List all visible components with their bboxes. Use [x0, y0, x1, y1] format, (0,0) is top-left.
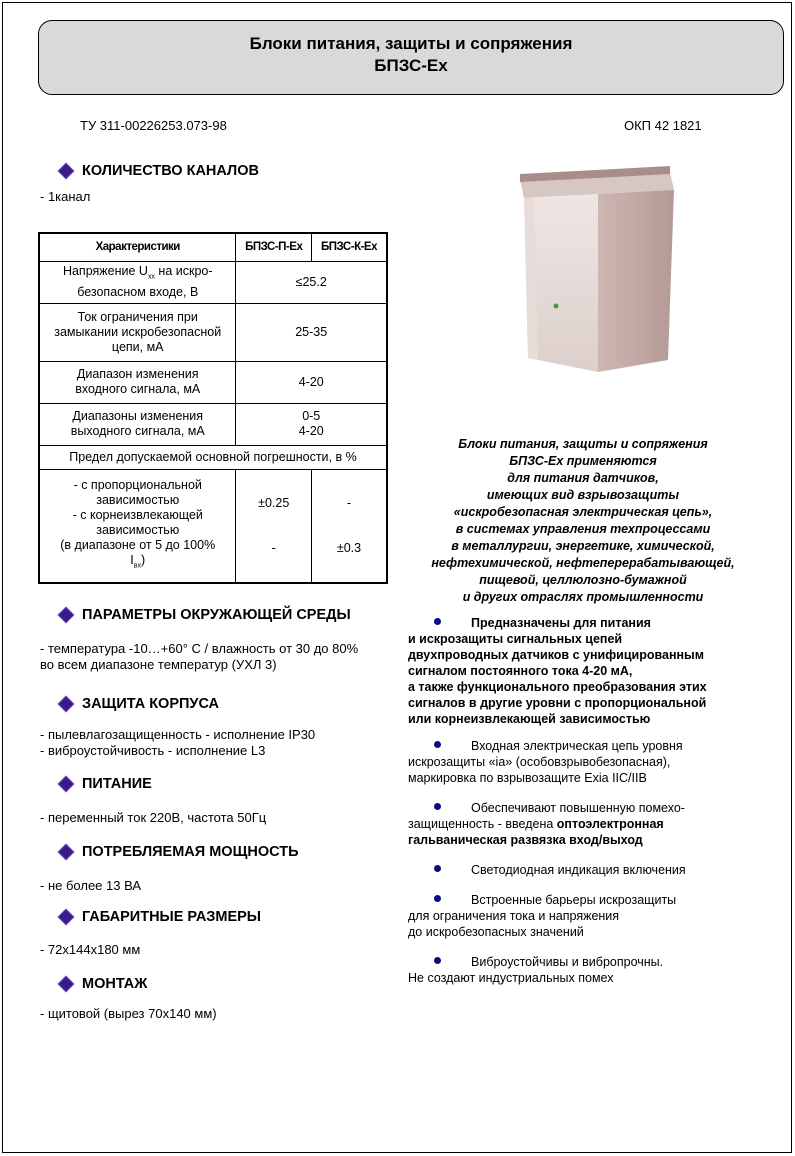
product-description [408, 436, 758, 606]
table-cell [311, 469, 387, 583]
environment-text [40, 641, 358, 673]
section-title: ПАРАМЕТРЫ ОКРУЖАЮЩЕЙ СРЕДЫ [82, 607, 351, 623]
section-title: МОНТАЖ [82, 976, 148, 992]
table-header-cell: БПЗС-П-Ex [236, 233, 312, 261]
channels-text: - 1канал [40, 189, 91, 204]
feature-text: или корнеизвлекающей зависимостью [408, 712, 651, 726]
description-line: «искробезопасная электрическая цепь», [453, 505, 713, 519]
section-consumption [60, 844, 299, 860]
table-cell [236, 403, 387, 445]
bullet-dot-icon [434, 957, 441, 964]
tu-number: ТУ 311-00226253.073-98 [80, 118, 227, 133]
table-row [39, 261, 387, 303]
bullet-dot-icon [434, 865, 441, 872]
section-title: ЗАЩИТА КОРПУСА [82, 696, 220, 712]
section-environment [60, 607, 351, 623]
section-title: КОЛИЧЕСТВО КАНАЛОВ [82, 163, 259, 179]
feature-text: Входная электрическая цепь уровня [471, 739, 683, 753]
description-line: Блоки питания, защиты и сопряжения [458, 437, 708, 451]
table-cell: ≤25.2 [236, 261, 387, 303]
feature-text: защищенность - введена [408, 817, 557, 831]
feature-text: сигналов в другие уровни с пропорциональной [408, 696, 707, 710]
cell-text: зависимостью [96, 523, 180, 537]
cell-subscript: вх [133, 562, 141, 570]
text-line: во всем диапазоне температур (УХЛ 3) [40, 657, 277, 672]
cell-text: цепи, мА [111, 339, 164, 354]
feature-led [408, 862, 778, 878]
section-title: ГАБАРИТНЫЕ РАЗМЕРЫ [82, 909, 262, 925]
diamond-bullet-icon [58, 844, 75, 861]
cell-text: - [346, 495, 352, 510]
table-cell [39, 303, 236, 361]
feature-purpose [408, 615, 778, 727]
cell-text: Диапазоны изменения [72, 409, 204, 423]
cell-text: зависимостью [96, 493, 180, 507]
feature-text: а также функционального преобразования этих [408, 680, 707, 694]
page-title: Блоки питания, защиты и сопряжения [249, 34, 573, 53]
diamond-bullet-icon [58, 909, 75, 926]
description-line: в металлургии, энергетике, химической, [451, 539, 715, 553]
table-cell [39, 469, 236, 583]
housing-text [40, 727, 315, 759]
table-header-cell: БПЗС-К-Ex [311, 233, 387, 261]
section-mounting [60, 976, 147, 992]
feature-text: до искробезопасных значений [408, 925, 584, 939]
cell-text: безопасном входе, В [77, 284, 199, 299]
table-row [39, 361, 387, 403]
feature-text: для ограничения тока и напряжения [408, 909, 620, 923]
spec-table [38, 232, 388, 584]
description-line: нефтехимической, нефтеперерабатывающей, [431, 556, 735, 570]
diamond-bullet-icon [58, 976, 75, 993]
feature-vibration [408, 954, 778, 986]
cell-text: I [130, 553, 134, 567]
feature-text: Светодиодная индикация включения [471, 863, 686, 877]
text-line: - виброустойчивость - исполнение L3 [40, 743, 266, 758]
table-cell [39, 403, 236, 445]
cell-text: ±0.3 [336, 540, 362, 555]
feature-text: сигналом постоянного тока 4-20 мА, [408, 664, 633, 678]
feature-input-circuit [408, 738, 778, 786]
bullet-dot-icon [434, 895, 441, 902]
feature-barriers [408, 892, 778, 940]
cell-text: (в диапазоне от 5 до 100% [60, 538, 216, 552]
section-power [60, 776, 152, 792]
feature-text: гальваническая развязка вход/выход [408, 833, 643, 847]
cell-text: - с пропорциональной [73, 478, 202, 492]
cell-text: 4-20 [298, 424, 324, 438]
feature-text: Виброустойчивы и вибропрочны. [471, 955, 664, 969]
cell-text: Ток ограничения при [77, 309, 198, 324]
feature-text: маркировка по взрывозащите Exia IIC/IIB [408, 771, 647, 785]
table-row [39, 445, 387, 469]
power-text: - переменный ток 220В, частота 50Гц [40, 810, 267, 825]
section-channels [60, 163, 259, 179]
cell-text: ) [141, 553, 146, 567]
table-cell [39, 261, 236, 303]
description-line: для питания датчиков, [507, 471, 659, 485]
dimensions-text: - 72x144x180 мм [40, 942, 141, 957]
cell-text: на искро- [154, 264, 213, 279]
section-housing [60, 696, 219, 712]
cell-text: выходного сигнала, мА [70, 424, 205, 438]
section-title: ПИТАНИЕ [82, 776, 152, 792]
feature-text: двухпроводных датчиков с унифицированным [408, 648, 704, 662]
description-line: и других отраслях промышленности [462, 590, 704, 604]
table-cell [39, 361, 236, 403]
header-box [38, 20, 784, 95]
page-subtitle: БПЗС-Ex [374, 56, 448, 75]
cell-text: - [271, 540, 276, 555]
cell-text: Диапазон изменения [76, 367, 199, 381]
description-line: имеющих вид взрывозащиты [486, 488, 680, 502]
text-line: - пылевлагозащищенность - исполнение IP30 [40, 727, 316, 742]
table-cell: 25-35 [236, 303, 387, 361]
table-row [39, 469, 387, 583]
feature-text: оптоэлектронная [556, 817, 664, 831]
section-dimensions [60, 909, 261, 925]
feature-text: Предназначены для питания [471, 616, 651, 630]
cell-text: - с корнеизвлекающей [72, 508, 203, 522]
description-line: пищевой, целлюлозно-бумажной [479, 573, 687, 587]
table-row [39, 303, 387, 361]
description-line: в системах управления техпроцессами [455, 522, 711, 536]
consumption-text: - не более 13 ВА [40, 878, 141, 893]
bullet-dot-icon [434, 618, 441, 625]
mounting-text: - щитовой (вырез 70x140 мм) [40, 1006, 217, 1021]
feature-text: Встроенные барьеры искрозащиты [471, 893, 677, 907]
feature-text: и искрозащиты сигнальных цепей [408, 632, 623, 646]
diamond-bullet-icon [58, 696, 75, 713]
cell-text: Напряжение U [62, 264, 148, 279]
description-line: БПЗС-Ex применяются [509, 454, 657, 468]
feature-text: Не создают индустриальных помех [408, 971, 614, 985]
table-header-row [39, 233, 387, 261]
text-line: - температура -10…+60° С / влажность от 30 до 80% [40, 641, 359, 656]
bullet-dot-icon [434, 741, 441, 748]
table-cell: Предел допускаемой основной погрешности, в % [39, 445, 387, 469]
cell-text: 0-5 [302, 409, 321, 423]
diamond-bullet-icon [58, 607, 75, 624]
cell-text: входного сигнала, мА [75, 382, 201, 396]
diamond-bullet-icon [58, 776, 75, 793]
feature-text: Обеспечивают повышенную помехо- [471, 801, 685, 815]
section-title: ПОТРЕБЛЯЕМАЯ МОЩНОСТЬ [82, 844, 299, 860]
bullet-dot-icon [434, 803, 441, 810]
table-row [39, 403, 387, 445]
table-cell [236, 469, 312, 583]
feature-noise-immunity [408, 800, 778, 848]
diamond-bullet-icon [58, 163, 75, 180]
feature-text: искрозащиты «ia» (особовзрывобезопасная), [408, 755, 671, 769]
cell-text: ±0.25 [258, 495, 290, 510]
cell-subscript: хх [147, 273, 155, 281]
cell-text: замыкании искробезопасной [54, 324, 222, 339]
table-cell: 4-20 [236, 361, 387, 403]
okp-number: ОКП 42 1821 [624, 118, 702, 133]
table-header-cell: Характеристики [39, 233, 236, 261]
device-photo [498, 160, 698, 382]
